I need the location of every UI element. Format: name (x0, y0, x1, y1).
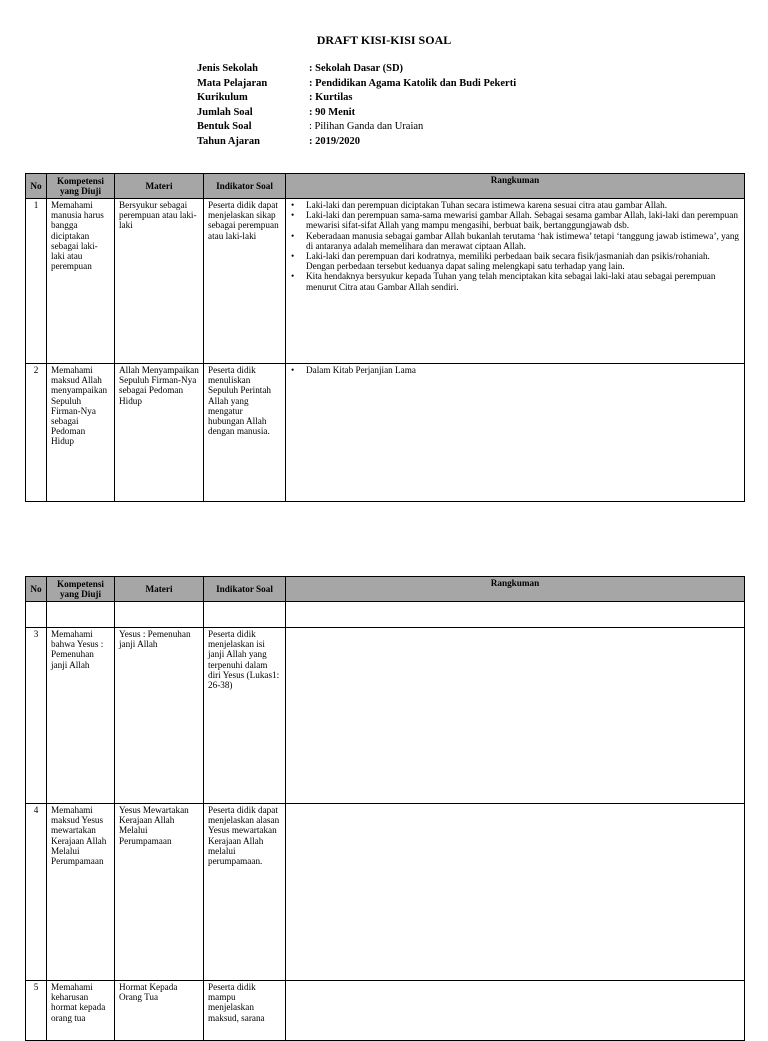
info-label: Jumlah Soal (197, 106, 253, 118)
cell-kompetensi: Memahami bahwa Yesus : Pemenuhan janji Allah (47, 628, 115, 804)
rangkuman-item: • Laki-laki dan perempuan diciptakan Tuhan secara istimewa karena sesuai citra atau gambar Allah. (306, 200, 740, 210)
rangkuman-item: • Laki-laki dan perempuan sama-sama mewarisi gambar Allah. Sebagai sesama gambar Allah, laki-laki dan perempuan mewarisi sifat-sifat Allah yang mampu mengasihi, berbuat baik, bertanggungjawab dsb. (306, 210, 740, 230)
cell-kompetensi: Memahami keharusan hormat kepada orang tua (47, 981, 115, 1041)
cell-materi: Yesus : Pemenuhan janji Allah (115, 628, 204, 804)
rangkuman-list (290, 200, 740, 292)
info-label: Mata Pelajaran (197, 77, 268, 89)
cell-materi: Yesus Mewartakan Kerajaan Allah Melalui Perumpamaan (115, 804, 204, 981)
kisi-table-2 (25, 576, 745, 1041)
info-value: : Sekolah Dasar (SD) (309, 63, 404, 74)
info-value: : Kurtilas (309, 92, 353, 104)
table-row (26, 804, 745, 981)
header-rangkuman: Rangkuman (286, 577, 745, 602)
table-row (26, 199, 745, 364)
cell-indikator: Peserta didik mampu menjelaskan maksud, sarana (204, 981, 286, 1041)
table-row-empty (26, 602, 745, 628)
header-materi: Materi (115, 577, 204, 602)
info-value: : 90 Menit (309, 106, 356, 118)
cell-kompetensi: Memahami maksud Yesus mewartakan Kerajaan Allah Melalui Perumpamaan (47, 804, 115, 981)
header-kompetensi: Kompetensi yang Diuji (47, 577, 115, 602)
cell-kompetensi: Memahami manusia harus bangga diciptakan sebagai laki-laki atau perempuan (47, 199, 115, 364)
cell-empty (115, 602, 204, 628)
row-number: 5 (26, 981, 47, 1041)
cell-indikator: Peserta didik dapat menjelaskan sikap sebagai perempuan atau laki-laki (204, 199, 286, 364)
rangkuman-item: • Keberadaan manusia sebagai gambar Allah bukanlah terutama ‘hak istimewa’ tetapi ‘tanggung jawab istimewa’, yang di antaranya adalah memelihara dan merawat ciptaan Allah. (306, 231, 740, 251)
document-title: DRAFT KISI-KISI SOAL (316, 33, 452, 47)
info-row-mata-pelajaran (197, 77, 516, 92)
header-materi: Materi (115, 174, 204, 199)
rangkuman-item: • Laki-laki dan perempuan dari kodratnya, memiliki perbedaan baik secara fisik/jasmaniah dan psikis/rohaniah. Dengan perbedaan tersebut keduanya dapat saling melengkapi satu terhadap yang lain. (306, 251, 740, 271)
info-label: Tahun Ajaran (197, 135, 260, 147)
cell-rangkuman (286, 199, 745, 364)
info-row-jumlah-soal (197, 106, 516, 121)
header-no: No (26, 577, 47, 602)
cell-empty (204, 602, 286, 628)
cell-kompetensi: Memahami maksud Allah menyampaikan Sepuluh Firman-Nya sebagai Pedoman Hidup (47, 364, 115, 502)
cell-rangkuman (286, 804, 745, 981)
cell-materi: Bersyukur sebagai perempuan atau laki-laki (115, 199, 204, 364)
cell-rangkuman (286, 364, 745, 502)
header-kompetensi: Kompetensi yang Diuji (47, 174, 115, 199)
cell-rangkuman (286, 981, 745, 1041)
info-value: : 2019/2020 (309, 135, 361, 147)
row-number: 3 (26, 628, 47, 804)
table-row (26, 628, 745, 804)
row-number: 1 (26, 199, 47, 364)
info-label: Bentuk Soal (197, 121, 252, 133)
header-indikator: Indikator Soal (204, 174, 286, 199)
row-number: 4 (26, 804, 47, 981)
info-label: Jenis Sekolah (197, 63, 258, 74)
header-no: No (26, 174, 47, 199)
info-row-bentuk-soal (197, 120, 516, 135)
document-info (197, 62, 516, 150)
cell-rangkuman (286, 628, 745, 804)
cell-indikator: Peserta didik menuliskan Sepuluh Perintah Allah yang mengatur hubungan Allah dengan manusia. (204, 364, 286, 502)
rangkuman-list (290, 365, 740, 375)
cell-indikator: Peserta didik dapat menjelaskan alasan Yesus mewartakan Kerajaan Allah melalui perumpamaan. (204, 804, 286, 981)
header-indikator: Indikator Soal (204, 577, 286, 602)
cell-empty (26, 602, 47, 628)
row-number: 2 (26, 364, 47, 502)
info-row-jenis-sekolah (197, 62, 516, 77)
info-row-tahun-ajaran (197, 135, 516, 150)
table-row (26, 981, 745, 1041)
info-label: Kurikulum (197, 92, 248, 104)
table-header-row (26, 577, 745, 602)
header-rangkuman: Rangkuman (286, 174, 745, 199)
cell-empty (47, 602, 115, 628)
rangkuman-item: • Dalam Kitab Perjanjian Lama (306, 365, 740, 375)
cell-indikator: Peserta didik menjelaskan isi janji Allah yang terpenuhi dalam diri Yesus (Lukas1: 26-38) (204, 628, 286, 804)
table-header-row (26, 174, 745, 199)
cell-materi: Allah Menyampaikan Sepuluh Firman-Nya sebagai Pedoman Hidup (115, 364, 204, 502)
table-row (26, 364, 745, 502)
rangkuman-item: • Kita hendaknya bersyukur kepada Tuhan yang telah menciptakan kita sebagai laki-laki atau sebagai perempuan menurut Citra atau Gambar Allah sendiri. (306, 271, 740, 291)
info-value: : Pendidikan Agama Katolik dan Budi Pekerti (309, 77, 517, 89)
cell-materi: Hormat Kepada Orang Tua (115, 981, 204, 1041)
kisi-table-1 (25, 173, 745, 502)
info-row-kurikulum (197, 91, 516, 106)
cell-empty (286, 602, 745, 628)
info-value: : Pilihan Ganda dan Uraian (309, 121, 424, 133)
